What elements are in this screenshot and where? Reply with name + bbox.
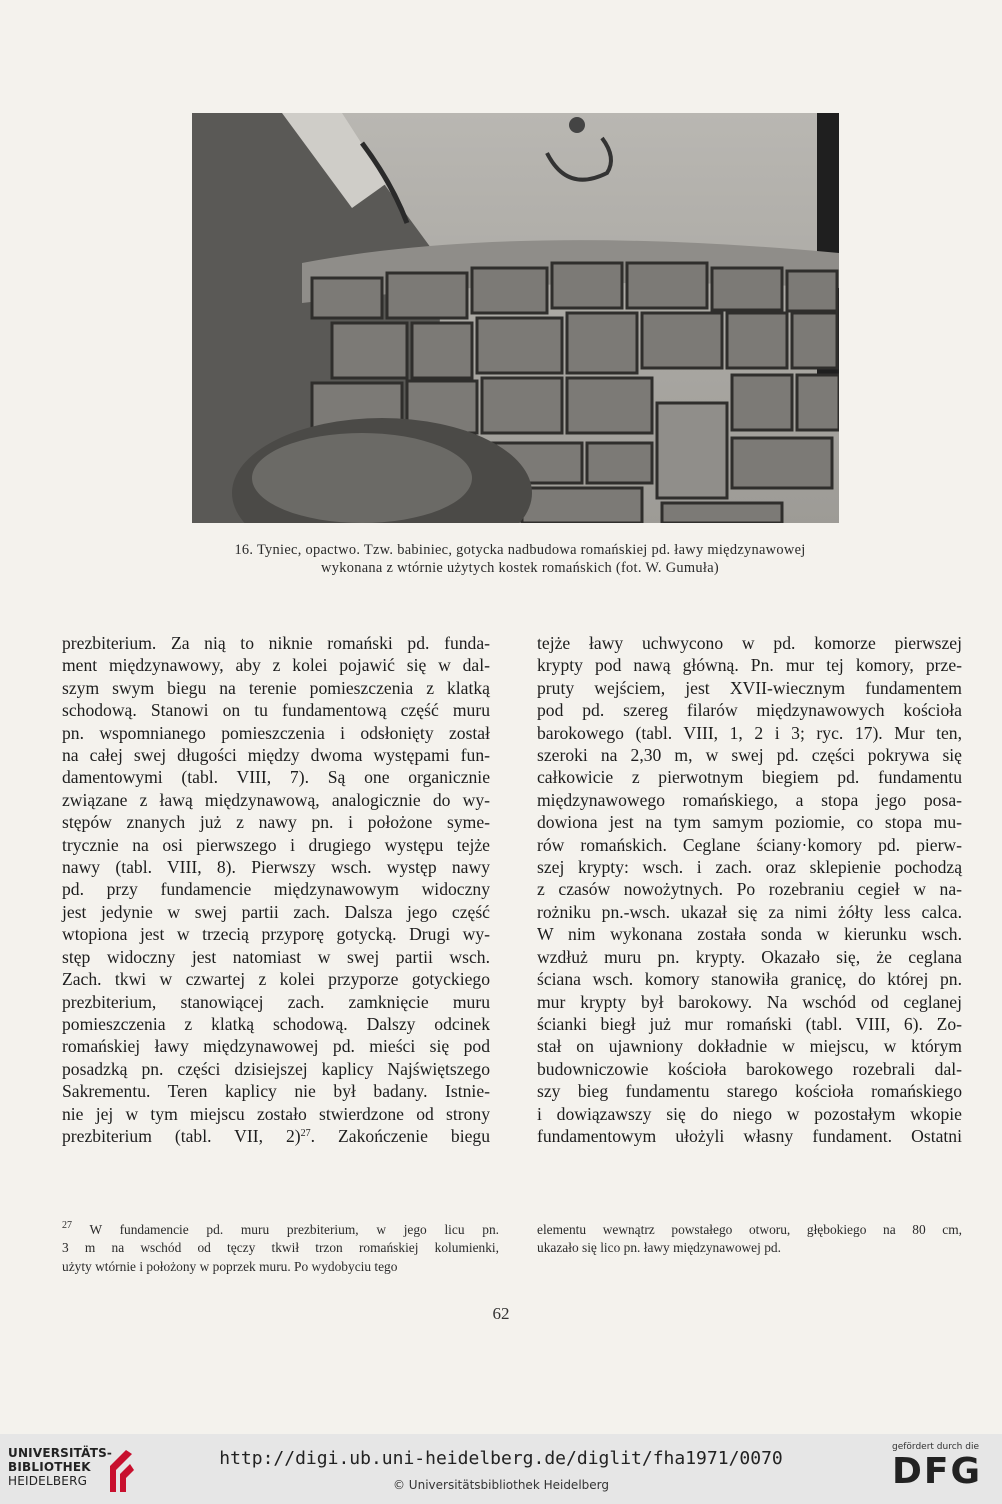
text-line: szej krypty: wsch. i zach. oraz sklepienie pochodzą	[537, 857, 962, 878]
footnote-line: 3 m na wschód od tęczy tkwił trzon romańskiej kolumienki,	[62, 1240, 499, 1256]
text-line: trycznie na osi pierwszego i drugiego występu tejże	[62, 834, 490, 855]
library-line-1: UNIVERSITÄTS-	[8, 1446, 113, 1460]
text-line: wtopiona jest w trzecią przyporę gotycką. Drugi wy-	[62, 924, 490, 945]
text-line: W nim wykonana została sonda w kierunku wsch.	[537, 924, 962, 945]
footnote-number: 27	[62, 1220, 72, 1231]
figure-caption	[150, 541, 890, 577]
text-line: ściana wsch. komory stanowiła granicę, do której pn.	[537, 969, 962, 990]
footnote-ref-27[interactable]: 27	[300, 1127, 311, 1139]
text-line: tejże ławy uchwycono w pd. komorze pierwszej	[537, 633, 962, 653]
text-line: szy bieg fundamentu starego kościoła romańskiego	[537, 1081, 962, 1102]
masonry-photo	[192, 113, 839, 523]
text-line: całkowicie z pierwotnym biegiem pd. fundamentu	[537, 767, 962, 788]
dfg-logo: DFG	[892, 1451, 983, 1492]
caption-line-1: 16. Tyniec, opactwo. Tzw. babiniec, gotycka nadbudowa romańskiej pd. ławy międzynawowej	[234, 542, 806, 558]
permalink-url[interactable]: http://digi.ub.uni-heidelberg.de/diglit/fha1971/0070	[219, 1448, 783, 1469]
text-line: Sakrementu. Teren kaplicy nie był badany. Istnie-	[62, 1081, 490, 1102]
text-line: schodową. Stanowi on tu fundamentową część muru	[62, 700, 490, 721]
text-line: pod pd. szereg filarów międzynawowych kościoła	[537, 700, 962, 721]
text-line: ścianki biegł już mur romański (tabl. VIII, 6). Zo-	[537, 1013, 962, 1034]
text-line-footnote-ref	[62, 1125, 490, 1147]
text-line: Zach. tkwi w czwartej z kolei przyporze gotyckiego	[62, 969, 490, 990]
text-line: damentowymi (tabl. VIII, 7). Są one organicznie	[62, 767, 490, 788]
text-line: pd. przy fundamencie międzynawowym widoczny	[62, 879, 490, 900]
text-line: prezbiterium. Za nią to niknie romański pd. funda-	[62, 633, 490, 653]
text-line: posadzką pn. części dzisiejszej kaplicy Najświętszego	[62, 1058, 490, 1079]
text-line: pn. wspomnianego pomieszczenia i odsłonięty został	[62, 722, 490, 743]
footnote-right	[537, 1221, 962, 1258]
footnote-line: elementu wewnątrz powstałego otworu, głębokiego na 80 cm,	[537, 1222, 962, 1237]
text-line: i dowiązawszy się do niego w pozostałym wkopie	[537, 1103, 962, 1124]
library-line-2: BIBLIOTHEK	[8, 1460, 91, 1474]
right-text-column	[537, 632, 962, 1147]
text-line: krypty pod nawą główną. Pn. mur tej komory, prze-	[537, 655, 962, 676]
text-line: budowniczowie kościoła barokowego rozebrali dal-	[537, 1058, 962, 1079]
text-line: stęp widoczny jest natomiast w swej partii wsch.	[62, 946, 490, 967]
text-line: pruty wejściem, jest XVII-wiecznym fundamentem	[537, 677, 962, 698]
text-line: barokowego (tabl. VIII, 1, 2 i 3; ryc. 17). Mur ten,	[537, 722, 962, 743]
funded-by-label: gefördert durch die	[892, 1442, 979, 1452]
text-line: rożniku pn.-wsch. ukazał się za nimi żółty less calca.	[537, 901, 962, 922]
text-line: romańskiej ławy międzynawowej pd. mieści się pod	[62, 1036, 490, 1057]
left-text-column	[62, 632, 490, 1147]
text-line: stał on ujawniony dokładnie w miejscu, w którym	[537, 1036, 962, 1057]
caption-line-2: wykonana z wtórnie użytych kostek romańskich (fot. W. Gumuła)	[321, 560, 719, 576]
masonry-photo-drawing	[192, 113, 839, 523]
text-line: dowiona jest na tym samym poziomie, co stopa mu-	[537, 812, 962, 833]
text-line: fundamentowym ułożyli własny fundament. Ostatni	[537, 1125, 962, 1146]
text-line: jest jedynie w swej partii zach. Dalsza jego część	[62, 901, 490, 922]
text-line: szym swym biegu na terenie pomieszczenia z klatką	[62, 677, 490, 698]
text-line: rów romańskich. Ceglane ściany·komory pd. pierw-	[537, 834, 962, 855]
copyright-notice: © Universitätsbibliothek Heidelberg	[392, 1478, 609, 1492]
text-fragment: W fundamencie pd. muru prezbiterium, w jego licu pn.	[72, 1222, 499, 1237]
text-line: z czasów nowożytnych. Po rozebraniu cegieł w na-	[537, 879, 962, 900]
text-fragment: prezbiterium (tabl. VII, 2)	[62, 1125, 301, 1146]
footnote-line: użyty wtórnie i położony w poprzek muru. Po wydobyciu tego	[62, 1258, 398, 1274]
text-line: ment międzynawowy, aby z kolei pojawić się w dal-	[62, 655, 490, 676]
footnote-line: ukazało się lico pn. ławy międzynawowej pd.	[537, 1240, 781, 1256]
text-line: prezbiterium, stanowiącej zach. zamknięcie muru	[62, 991, 490, 1012]
library-line-3: HEIDELBERG	[8, 1474, 88, 1488]
text-line: pomieszczenia z klatką schodową. Dalszy odcinek	[62, 1013, 490, 1034]
dfg-funding-badge[interactable]	[892, 1442, 988, 1492]
footnote-left	[62, 1221, 499, 1276]
text-line: mur krypty był barokowy. Na wschód od ceglanej	[537, 991, 962, 1012]
footnote-line	[62, 1221, 499, 1239]
text-line: wzdłuż muru pn. krypty. Okazało się, że ceglana	[537, 946, 962, 967]
text-line: nie jej w tym miejscu zostało stwierdzone od strony	[62, 1103, 490, 1124]
text-line: szeroki na 2,30 m, w swej pd. części pokrywa się	[537, 745, 962, 766]
text-line: na całej swej długości między dwoma występami fun-	[62, 745, 490, 766]
text-line: związane z ławą międzynawową, analogicznie do wy-	[62, 789, 490, 810]
text-fragment: . Zakończenie biegu	[310, 1125, 490, 1146]
viewer-footer	[0, 1434, 1002, 1504]
text-line: nawy (tabl. VIII, 8). Pierwszy wsch. występ nawy	[62, 857, 490, 878]
page-number: 62	[492, 1304, 510, 1323]
text-line: stępów znanych już z nawy pn. i położone syme-	[62, 812, 490, 833]
text-line: międzynawowego romańskiego, a stopa jego posa-	[537, 789, 962, 810]
